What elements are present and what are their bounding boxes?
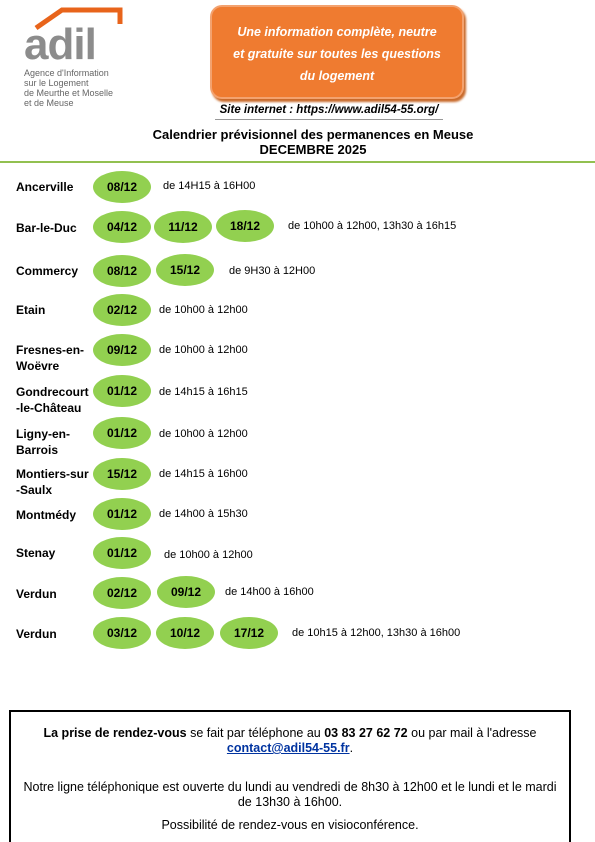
date-pill: 18/12 xyxy=(216,210,274,242)
date-pill: 02/12 xyxy=(93,577,151,609)
visio-note: Possibilité de rendez-vous en visioconférence. xyxy=(161,818,419,832)
date-pill: 01/12 xyxy=(93,498,151,530)
date-pill: 10/12 xyxy=(156,617,214,649)
date-pill: 08/12 xyxy=(93,171,151,203)
promo-banner: Une information complète, neutre et gratuite sur toutes les questions du logement xyxy=(210,5,464,99)
hours-text: de 10h00 à 12h00 xyxy=(164,549,253,561)
hours-text: de 10h00 à 12h00 xyxy=(159,428,248,440)
town-name: Montiers-sur -Saulx xyxy=(16,467,89,497)
hours-text: de 10h00 à 12h00, 13h30 à 16h15 xyxy=(288,220,457,232)
title-line-1: Calendrier prévisionnel des permanences en Meuse xyxy=(152,127,474,142)
date-pill: 02/12 xyxy=(93,294,151,326)
appointment-text-2: ou par mail à l'adresse xyxy=(407,726,537,740)
town-name: Verdun xyxy=(16,627,57,641)
hours-text: de 14H15 à 16H00 xyxy=(163,180,256,192)
date-pill: 09/12 xyxy=(157,576,215,608)
hours-text: de 10h00 à 12h00 xyxy=(159,344,248,356)
date-pill: 01/12 xyxy=(93,417,151,449)
email-link[interactable]: contact@adil54-55.fr xyxy=(226,741,350,755)
page-title xyxy=(120,127,506,157)
town-name: Stenay xyxy=(16,546,56,560)
contact-box xyxy=(9,710,571,842)
date-pill: 08/12 xyxy=(93,255,151,287)
date-pill: 04/12 xyxy=(93,211,151,243)
date-pill: 17/12 xyxy=(220,617,278,649)
date-pill: 01/12 xyxy=(93,375,151,407)
date-pill: 03/12 xyxy=(93,617,151,649)
hours-text: de 14h00 à 16h00 xyxy=(225,586,314,598)
town-name: Montmédy xyxy=(16,508,76,522)
hours-text: de 9H30 à 12H00 xyxy=(229,265,316,277)
adil-logo xyxy=(22,6,134,110)
title-line-2: DECEMBRE 2025 xyxy=(259,142,367,157)
town-name: Commercy xyxy=(16,264,79,278)
date-pill: 09/12 xyxy=(93,334,151,366)
hours-text: de 14h15 à 16h15 xyxy=(159,386,248,398)
header-divider xyxy=(0,161,595,163)
town-name: Ancerville xyxy=(16,180,74,194)
town-name: Bar-le-Duc xyxy=(16,221,77,235)
town-name: Etain xyxy=(16,303,46,317)
phone-number[interactable]: 03 83 27 62 72 xyxy=(324,726,408,740)
town-name: Fresnes-en- Woëvre xyxy=(16,343,85,373)
town-name: Gondrecourt -le-Château xyxy=(16,385,89,415)
date-pill: 11/12 xyxy=(154,211,212,243)
appointment-end: . xyxy=(349,741,354,755)
date-pill: 15/12 xyxy=(93,458,151,490)
appointment-lead: La prise de rendez-vous xyxy=(43,726,187,740)
hours-text: de 14h15 à 16h00 xyxy=(159,468,248,480)
hours-text: de 14h00 à 15h30 xyxy=(159,508,248,520)
date-pill: 15/12 xyxy=(156,254,214,286)
appointment-paragraph xyxy=(31,726,549,756)
town-name: Verdun xyxy=(16,587,57,601)
phone-hours-note: Notre ligne téléphonique est ouverte du lundi au vendredi de 8h30 à 12h00 et le lundi et le mardi de 13h30 à 16h00. xyxy=(23,780,557,809)
date-pill: 01/12 xyxy=(93,537,151,569)
appointment-text: se fait par téléphone au xyxy=(186,726,325,740)
hours-text: de 10h00 à 12h00 xyxy=(159,304,248,316)
website-underline-divider xyxy=(215,119,443,120)
logo-subtitle: Agence d'Information sur le Logement de Meurthe et Moselle et de Meuse xyxy=(24,68,114,108)
town-name: Ligny-en- Barrois xyxy=(16,427,70,457)
hours-text: de 10h15 à 12h00, 13h30 à 16h00 xyxy=(292,627,461,639)
website-link[interactable]: Site internet : https://www.adil54-55.org/ xyxy=(219,104,439,116)
logo-wordmark: adil xyxy=(24,20,96,69)
